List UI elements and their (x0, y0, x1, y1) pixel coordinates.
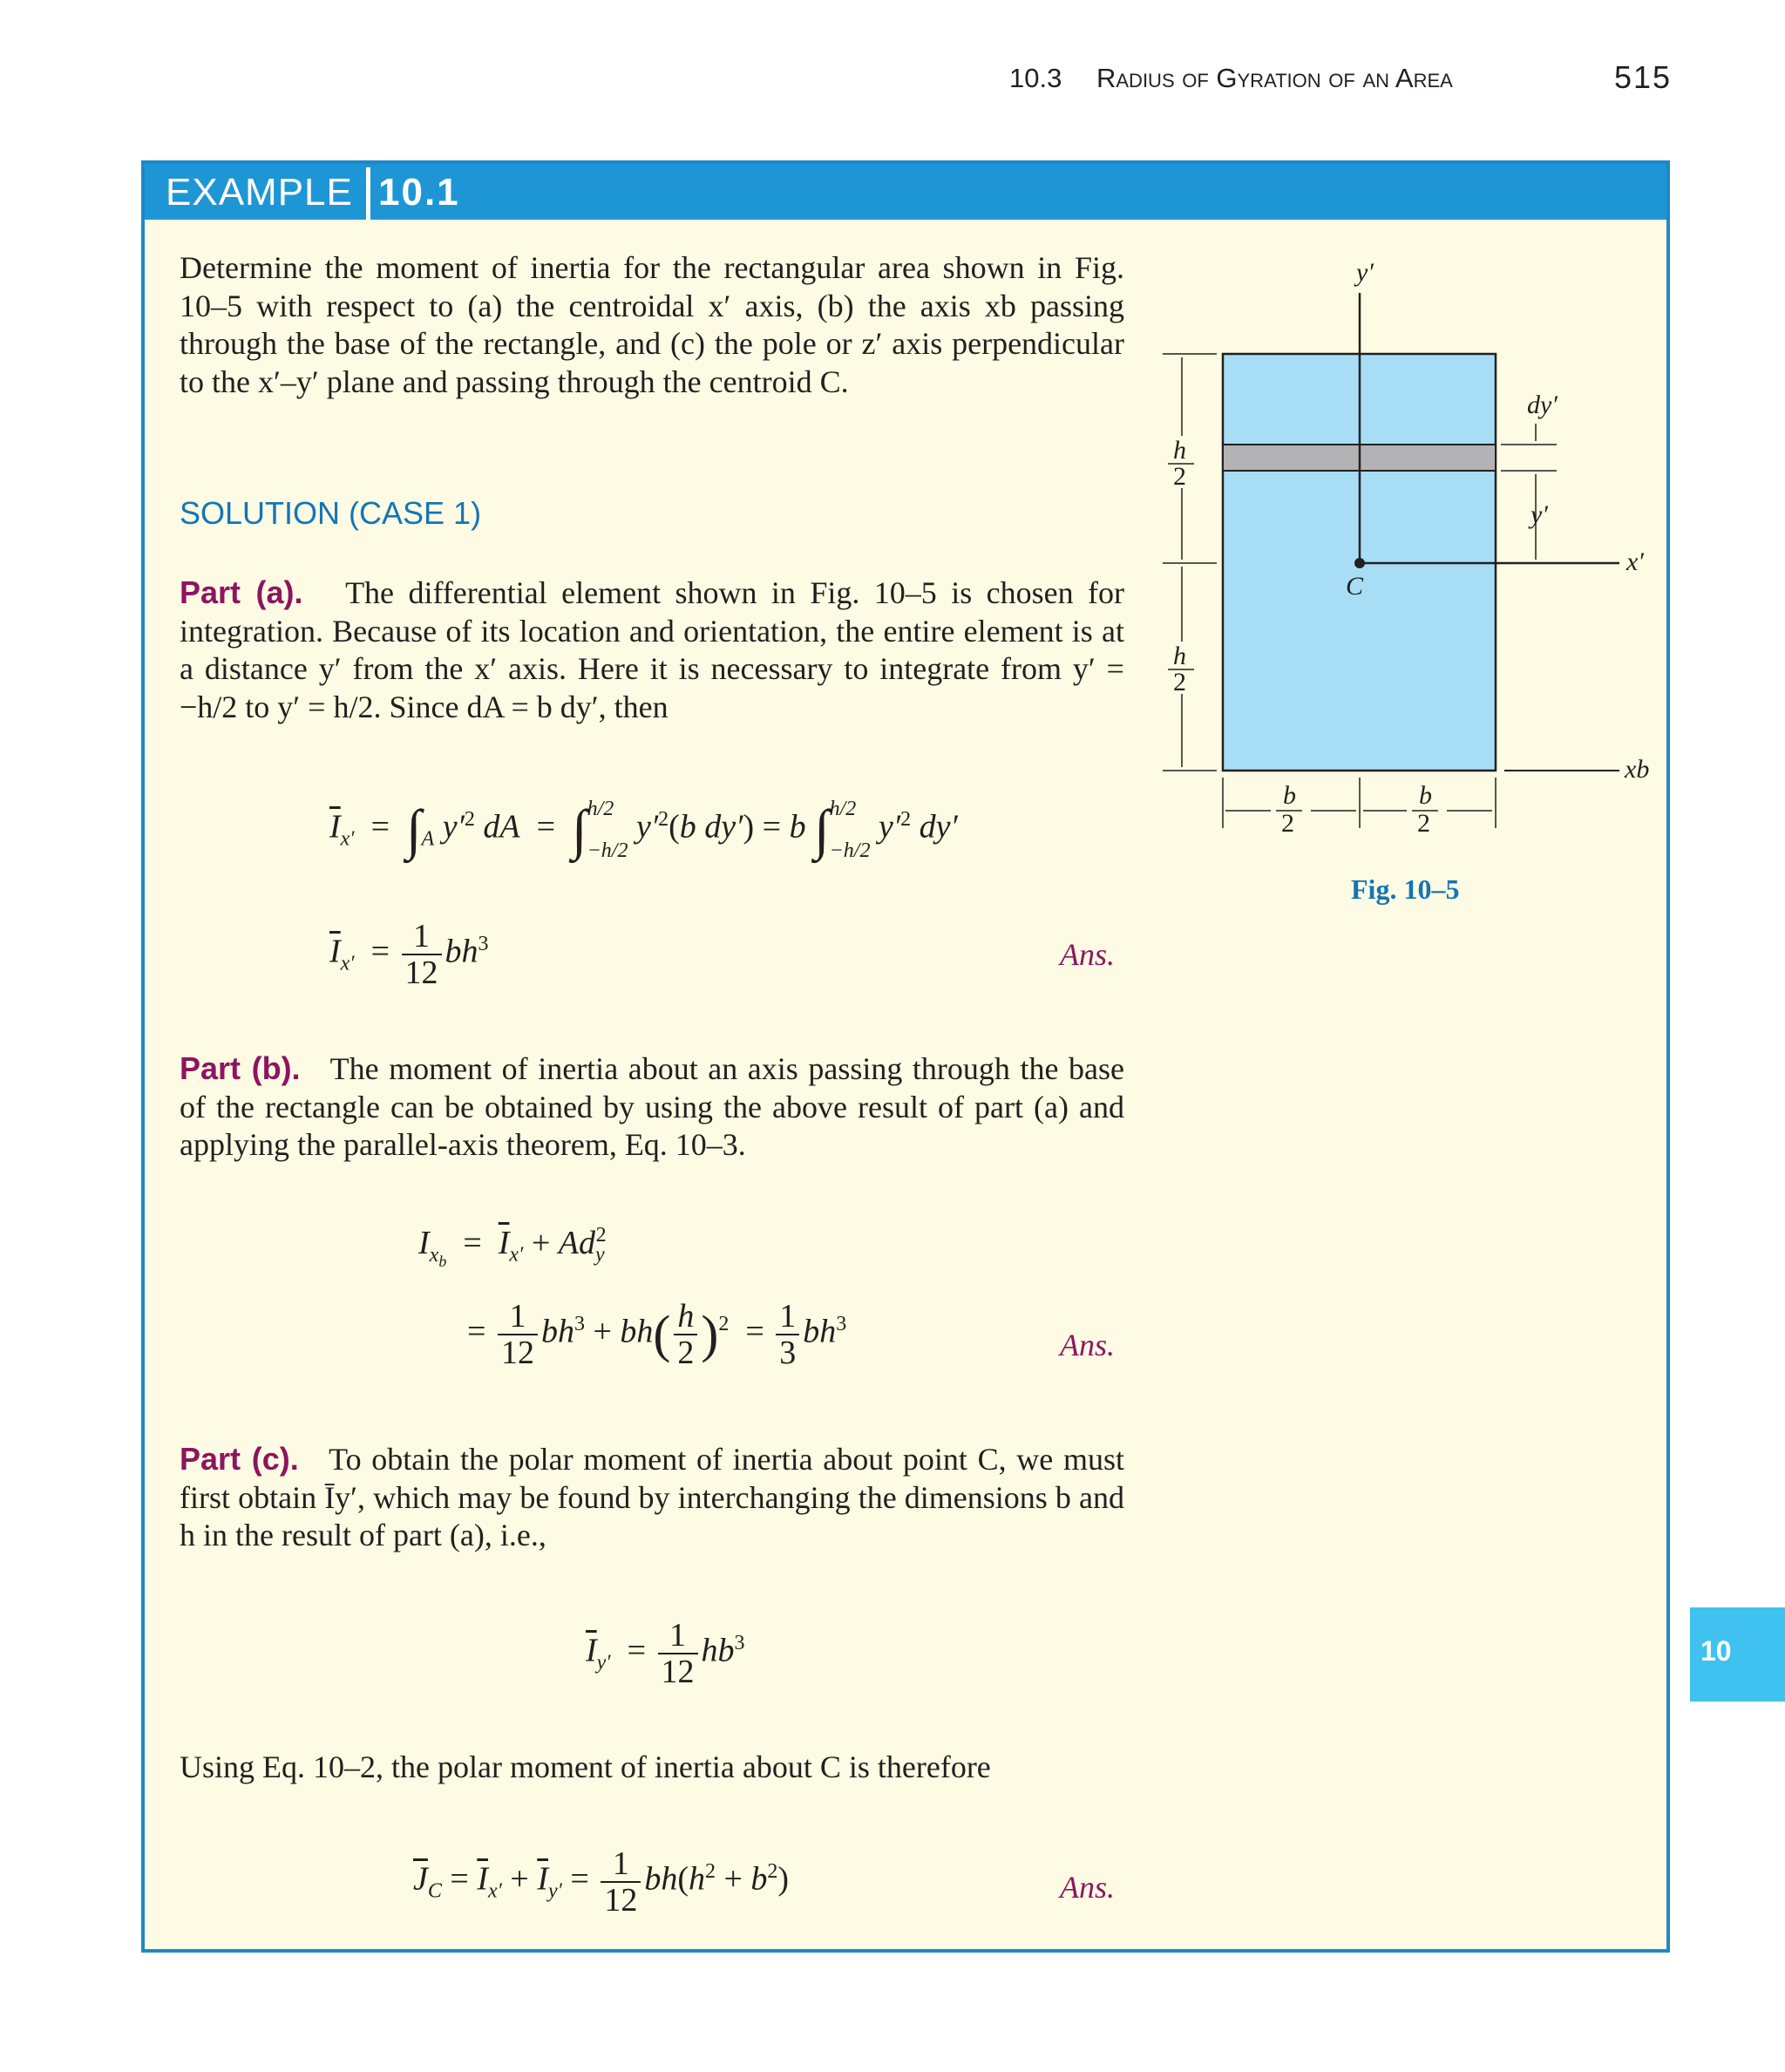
equation-integral-ix: $\overline{I}_{x'} = \int_A$ $y'^2$ dA = ∫ h/2 −h/2 $y'^2(b$ dy′) = b ∫ h/2 −h/2 $y'^2$ dy′ (329, 798, 958, 862)
part-a-text: The differential element shown in Fig. 10–5 is chosen for integration. Because of its location and orientation, the entire element is at a distance y′ from the x′ axis. Here it is necessary to integrate from y′ = −h/2 to y′ = h/2. Since dA = b dy′, then (180, 575, 1124, 724)
y-prime-label: y′ (1356, 258, 1374, 287)
y-prime-dim-label: y′ (1530, 500, 1548, 529)
page-number: 515 (1614, 59, 1673, 95)
example-header (145, 164, 1666, 220)
xb-label: xb (1625, 755, 1650, 784)
part-b-text: The moment of inertia about an axis passing through the base of the rectangle can be obtained by using the above result of part (a) and applying the parallel-axis theorem, Eq. 10–3. (180, 1051, 1124, 1162)
figure-10-5 (1150, 244, 1665, 854)
equation-ixb: $I_{x_b} = \overline{I}_{x'} + Ad_y^2$ (418, 1224, 607, 1270)
using-paragraph: Using Eq. 10–2, the polar moment of inertia about C is therefore (180, 1749, 991, 1784)
part-c-paragraph (180, 1440, 1124, 1555)
answer-label-b: Ans. (1060, 1328, 1115, 1362)
solution-heading: SOLUTION (CASE 1) (180, 495, 482, 531)
svg-text:b: b (1283, 781, 1296, 810)
chapter-thumb-tab (1690, 1607, 1785, 1702)
part-b-paragraph (180, 1050, 1124, 1165)
equation-iy: $\overline{I}_{y'}$ = $\frac{1}{12}$ $hb^3$ (586, 1617, 745, 1690)
x-prime-label: x′ (1626, 547, 1644, 576)
part-b-label: Part (b). (180, 1050, 301, 1086)
example-divider (366, 167, 370, 220)
running-head-section: 10.3 (1009, 63, 1062, 93)
part-a-paragraph (180, 574, 1124, 726)
svg-text:2: 2 (1173, 668, 1186, 696)
svg-text:2: 2 (1173, 462, 1186, 491)
answer-label-c: Ans. (1060, 1870, 1115, 1905)
figure-caption: Fig. 10–5 (1351, 873, 1460, 905)
svg-text:h: h (1173, 642, 1186, 670)
part-c-label: Part (c). (180, 1441, 299, 1477)
centroid-point (1354, 558, 1365, 568)
svg-text:2: 2 (1281, 809, 1294, 838)
equation-ix-result: $\overline{I}_{x'}$ = $\frac{1}{12}$ $bh^3$ (329, 918, 489, 991)
equation-ixb-result: = $\frac{1}{12}$ $bh^3 + bh$( $\frac{h}{2}$ )$^2$ = $\frac{1}{3}$ $bh^3$ (467, 1298, 847, 1371)
svg-text:h: h (1173, 436, 1186, 465)
part-c-text: To obtain the polar moment of inertia about point C, we must first obtain Īy′, which may be found by interchanging the dimensions b and h in the result of part (a), i.e., (180, 1442, 1124, 1552)
answer-label-a: Ans. (1060, 937, 1115, 972)
svg-text:2: 2 (1417, 809, 1430, 838)
running-head (0, 59, 1785, 106)
problem-statement: Determine the moment of inertia for the rectangular area shown in Fig. 10–5 with respect to (a) the centroidal x′ axis, (b) the axis xb passing through the base of the rectangle, and (c) the pole or z′ axis perpendicular to the x′–y′ plane and passing through the centroid C. (180, 250, 1124, 399)
equation-jc: $\overline{J}_C = \overline{I}_{x'} + \overline{I}_{y'}$ = $\frac{1}{12}$ $bh(h^2 + b^2)$ (413, 1845, 790, 1919)
dy-prime-label: dy′ (1527, 391, 1558, 419)
svg-text:b: b (1419, 781, 1432, 810)
centroid-label: C (1346, 572, 1364, 601)
example-word: EXAMPLE (166, 171, 353, 214)
running-head-title: Radius of Gyration of an Area (1096, 63, 1453, 93)
chapter-thumb-tab-label: 10 (1700, 1635, 1732, 1667)
part-a-label: Part (a). (180, 574, 303, 610)
example-number: 10.1 (378, 171, 460, 214)
